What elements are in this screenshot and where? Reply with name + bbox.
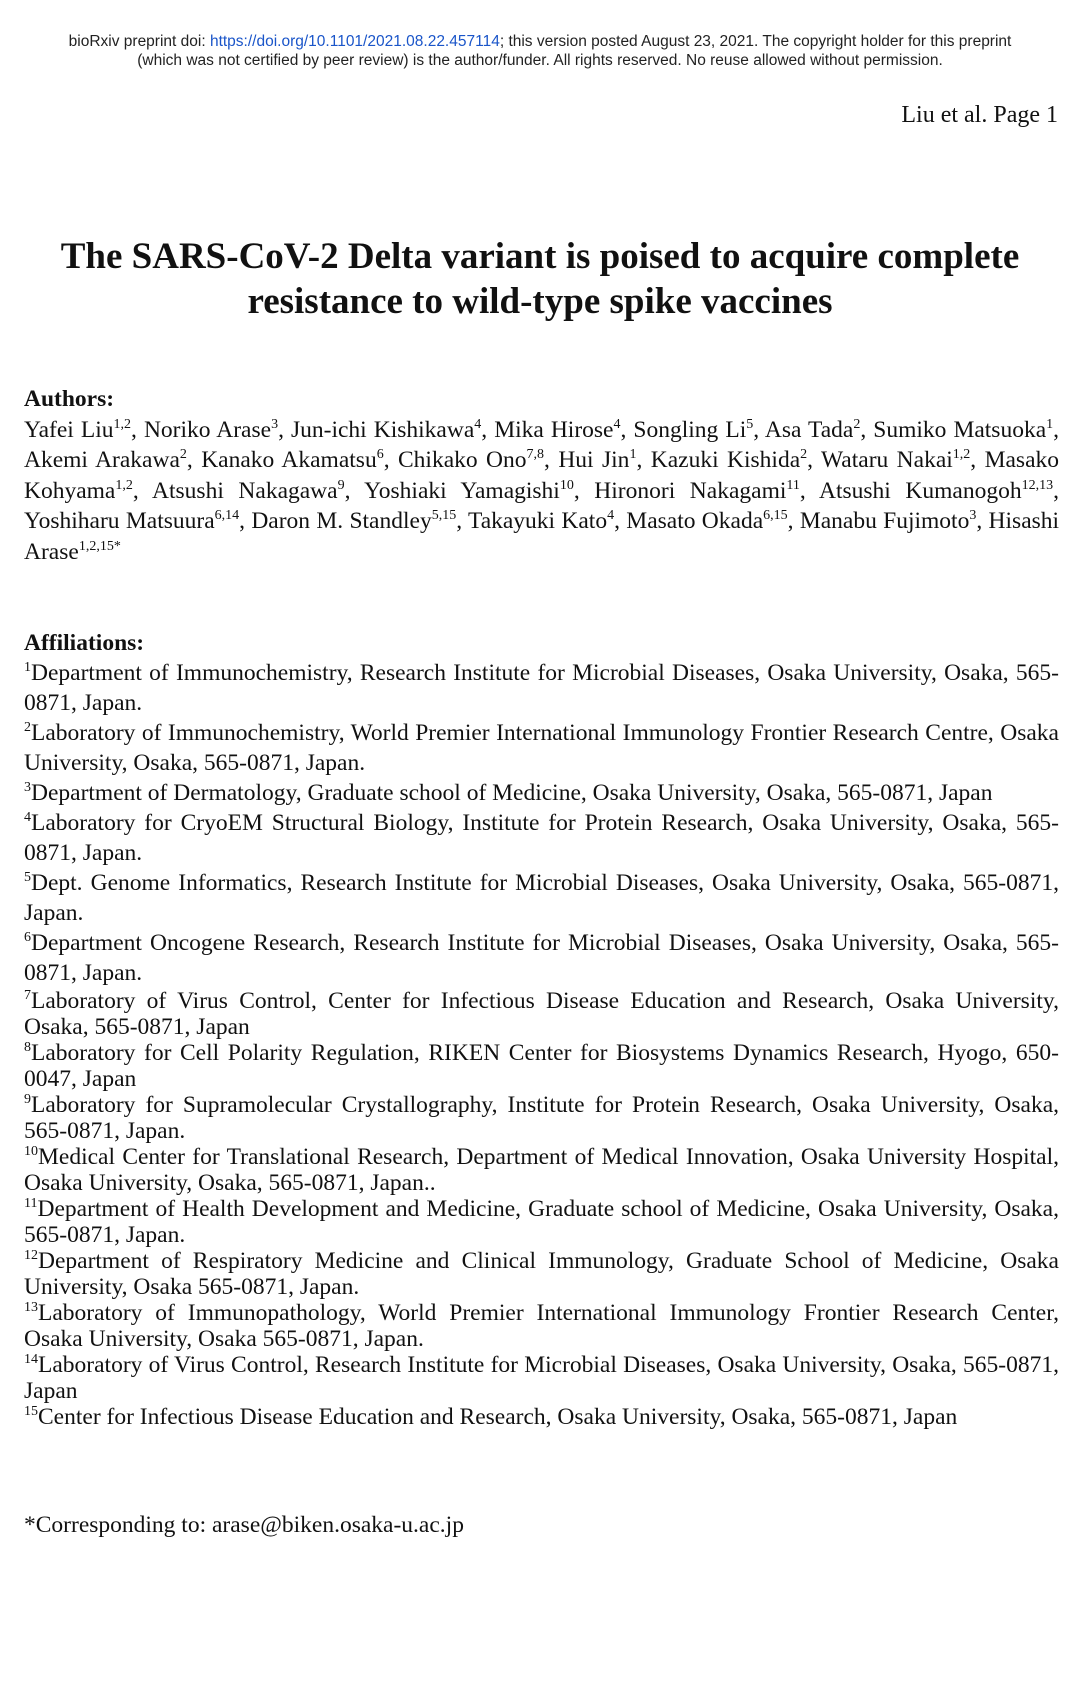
affiliation-item: [24, 1092, 1059, 1144]
author-name: Songling Li: [633, 416, 747, 443]
paper-title: [0, 234, 1080, 324]
header-line-1: [0, 32, 1080, 51]
author-name: Asa Tada: [764, 416, 854, 443]
author-affiliation-marker: 4: [607, 508, 615, 524]
author-affiliation-marker: 6,15: [763, 508, 788, 524]
author-affiliation-marker: 11: [786, 477, 800, 493]
author-name: Atsushi Kumanogoh: [819, 477, 1022, 504]
author-name: Mika Hirose: [494, 416, 614, 443]
author-name: Hisashi Arase: [24, 508, 1060, 565]
author-separator: ,: [860, 416, 874, 443]
header-prefix: bioRxiv preprint doi:: [68, 33, 210, 50]
author-separator: ,: [1053, 416, 1060, 443]
author-separator: ,: [976, 508, 989, 534]
affiliation-number: 2: [24, 720, 31, 736]
affiliation-item: [24, 808, 1059, 868]
author-entry: [152, 478, 364, 504]
affiliation-text: Laboratory for Supramolecular Crystallography, Institute for Protein Research, Osaka University, Osaka, 565-0871, Japan.: [24, 1092, 1059, 1144]
author-name: Chikako Ono: [398, 447, 527, 473]
author-name: Daron M. Standley: [251, 508, 432, 534]
author-affiliation-marker: 1: [1046, 416, 1054, 432]
affiliation-number: 4: [24, 810, 31, 826]
affiliation-item: [24, 928, 1059, 988]
affiliation-number: 9: [24, 1092, 31, 1108]
affiliations-heading: Affiliations:: [24, 630, 145, 656]
author-affiliation-marker: 1,2: [115, 477, 133, 493]
author-entry: [558, 447, 650, 473]
title-line-1: The SARS-CoV-2 Delta variant is poised to acquire complete: [60, 236, 1020, 277]
author-entry: [765, 417, 873, 443]
affiliation-item: [24, 1404, 1059, 1430]
author-separator: ,: [278, 416, 291, 443]
author-name: Hironori Nakagami: [594, 477, 787, 504]
affiliation-text: Department of Respiratory Medicine and Clinical Immunology, Graduate School of Medicine, Osaka University, Osaka 565-0871, Japan.: [24, 1248, 1059, 1300]
author-affiliation-marker: 1,2: [952, 447, 971, 463]
affiliation-number: 11: [24, 1196, 38, 1212]
author-entry: [201, 447, 398, 473]
author-separator: ,: [636, 447, 651, 473]
affiliation-number: 1: [24, 660, 31, 676]
author-entry: [626, 508, 800, 534]
author-name: Masako Kohyama: [24, 447, 1059, 504]
author-separator: ,: [573, 477, 595, 504]
author-affiliation-marker: 2: [853, 416, 861, 432]
author-entry: [251, 508, 468, 534]
author-entry: [821, 447, 985, 473]
affiliation-item: [24, 718, 1059, 778]
affiliation-number: 12: [24, 1248, 38, 1264]
author-entry: [144, 417, 291, 443]
author-name: Kanako Akamatsu: [201, 447, 377, 473]
author-affiliation-marker: 3: [969, 508, 977, 524]
affiliation-item: [24, 1040, 1059, 1092]
author-separator: ,: [239, 508, 252, 534]
affiliation-item: [24, 1248, 1059, 1300]
author-name: Sumiko Matsuoka: [873, 416, 1047, 443]
author-name: Jun-ichi Kishikawa: [291, 416, 475, 443]
author-entry: [800, 508, 989, 534]
author-affiliation-marker: 5: [746, 416, 754, 432]
author-entry: [24, 508, 251, 534]
author-affiliation-marker: 6: [376, 447, 384, 463]
affiliation-text: Department Oncogene Research, Research Institute for Microbial Diseases, Osaka University, Osaka, 565-0871, Japan.: [24, 930, 1059, 986]
author-name: Atsushi Nakagawa: [152, 477, 338, 504]
author-entry: [24, 417, 144, 443]
author-affiliation-marker: 1,2: [113, 416, 132, 432]
author-separator: ,: [132, 477, 153, 504]
affiliation-text: Department of Immunochemistry, Research Institute for Microbial Diseases, Osaka University, Osaka, 565-0871, Japan.: [24, 660, 1059, 716]
author-list: [24, 415, 1059, 568]
author-name: Akemi Arakawa: [24, 447, 180, 473]
author-entry: [24, 447, 201, 473]
author-affiliation-marker: 1: [629, 447, 637, 463]
author-separator: ,: [787, 508, 800, 534]
author-entry: [291, 417, 494, 443]
author-name: Yoshiharu Matsuura: [24, 508, 215, 534]
author-affiliation-marker: 4: [474, 416, 482, 432]
affiliation-number: 15: [24, 1404, 38, 1420]
doi-link[interactable]: https://doi.org/10.1101/2021.08.22.457114: [209, 33, 500, 50]
author-separator: ,: [544, 447, 559, 473]
author-name: Masato Okada: [626, 508, 764, 534]
author-entry: [468, 508, 626, 534]
title-line-2: resistance to wild-type spike vaccines: [247, 281, 833, 322]
affiliation-text: Laboratory for CryoEM Structural Biology, Institute for Protein Research, Osaka University, Osaka, 565-0871, Japan.: [24, 810, 1059, 866]
affiliation-number: 10: [24, 1144, 38, 1160]
author-affiliation-marker: 1,2,15*: [78, 538, 121, 554]
author-separator: ,: [807, 447, 821, 473]
author-name: Kazuki Kishida: [650, 447, 801, 473]
author-separator: ,: [131, 416, 144, 443]
author-separator: ,: [614, 508, 627, 534]
author-entry: [364, 478, 594, 504]
affiliation-text: Medical Center for Translational Research, Department of Medical Innovation, Osaka University Hospital, Osaka University, Osaka, 565-0871, Japan..: [24, 1144, 1059, 1196]
affiliation-text: Center for Infectious Disease Education and Research, Osaka University, Osaka, 565-0871, Japan: [38, 1404, 958, 1430]
author-affiliation-marker: 9: [337, 477, 345, 493]
authors-section: [24, 384, 1059, 567]
author-separator: ,: [753, 416, 765, 443]
author-affiliation-marker: 7,8: [526, 447, 545, 463]
author-affiliation-marker: 6,14: [214, 508, 240, 524]
author-separator: ,: [344, 477, 365, 504]
affiliation-item: [24, 1352, 1059, 1404]
affiliation-item: [24, 1144, 1059, 1196]
preprint-header: [0, 32, 1080, 70]
author-separator: ,: [186, 447, 202, 473]
header-suffix: ; this version posted August 23, 2021. The copyright holder for this preprint: [499, 33, 1012, 50]
author-separator: ,: [799, 477, 820, 504]
author-affiliation-marker: 2: [179, 447, 187, 463]
affiliation-item: [24, 868, 1059, 928]
affiliation-text: Department of Dermatology, Graduate school of Medicine, Osaka University, Osaka, 565-0871, Japan: [31, 780, 993, 806]
author-name: Noriko Arase: [143, 416, 272, 443]
page-label: Liu et al. Page 1: [901, 102, 1058, 128]
author-entry: [398, 447, 558, 473]
author-entry: [873, 417, 1059, 443]
affiliation-text: Laboratory for Cell Polarity Regulation, RIKEN Center for Biosystems Dynamics Research, Hyogo, 650-0047, Japan: [24, 1040, 1059, 1092]
author-affiliation-marker: 2: [800, 447, 808, 463]
author-separator: ,: [620, 416, 634, 443]
author-name: Manabu Fujimoto: [799, 508, 970, 534]
affiliation-number: 5: [24, 870, 31, 886]
author-separator: ,: [1053, 477, 1059, 504]
authors-heading: Authors:: [24, 386, 115, 412]
affiliation-text: Laboratory of Virus Control, Center for Infectious Disease Education and Research, Osaka University, Osaka, 565-0871, Japan: [24, 988, 1059, 1040]
affiliation-number: 3: [24, 780, 31, 796]
author-affiliation-marker: 10: [559, 477, 574, 493]
author-name: Takayuki Kato: [467, 508, 608, 534]
affiliation-item: [24, 1196, 1059, 1248]
affiliation-text: Laboratory of Immunochemistry, World Premier International Immunology Frontier Research Centre, Osaka University, Osaka, 565-0871, Japan.: [24, 720, 1059, 776]
corresponding-author: *Corresponding to: arase@biken.osaka-u.ac.jp: [24, 1512, 464, 1538]
affiliation-text: Laboratory of Immunopathology, World Premier International Immunology Frontier Research Center, Osaka University, Osaka 565-0871, Japan.: [24, 1300, 1059, 1352]
affiliations-section: [24, 628, 1059, 1430]
affiliation-number: 14: [24, 1352, 38, 1368]
author-separator: ,: [456, 508, 468, 534]
header-line-2: (which was not certified by peer review) is the author/funder. All rights reserved. No reuse allowed without permission.: [137, 52, 943, 69]
author-name: Hui Jin: [558, 447, 630, 473]
affiliation-text: Department of Health Development and Medicine, Graduate school of Medicine, Osaka University, Osaka, 565-0871, Japan.: [24, 1196, 1059, 1248]
author-affiliation-marker: 5,15: [431, 508, 457, 524]
affiliation-number: 13: [24, 1300, 38, 1316]
author-entry: [594, 478, 819, 504]
affiliation-item: [24, 988, 1059, 1040]
author-entry: [819, 478, 1059, 504]
affiliation-item: [24, 658, 1059, 718]
author-entry: [494, 417, 633, 443]
affiliation-number: 8: [24, 1040, 31, 1056]
affiliation-number: 7: [24, 988, 31, 1004]
author-entry: [651, 447, 821, 473]
affiliation-item: [24, 1300, 1059, 1352]
affiliation-text: Dept. Genome Informatics, Research Institute for Microbial Diseases, Osaka University, Osaka, 565-0871, Japan.: [24, 870, 1059, 926]
author-separator: ,: [383, 447, 398, 473]
author-entry: [633, 417, 764, 443]
author-name: Yafei Liu: [24, 416, 114, 443]
author-affiliation-marker: 3: [271, 416, 279, 432]
affiliation-item: [24, 778, 1059, 808]
author-affiliation-marker: 4: [613, 416, 621, 432]
author-name: Yoshiaki Yamagishi: [364, 477, 560, 504]
affiliation-number: 6: [24, 930, 31, 946]
author-name: Wataru Nakai: [821, 447, 953, 473]
affiliation-text: Laboratory of Virus Control, Research Institute for Microbial Diseases, Osaka University, Osaka, 565-0871, Japan: [24, 1352, 1059, 1404]
author-affiliation-marker: 12,13: [1021, 477, 1054, 493]
author-separator: ,: [970, 447, 985, 473]
author-separator: ,: [481, 416, 495, 443]
affiliation-list: [24, 658, 1059, 1430]
